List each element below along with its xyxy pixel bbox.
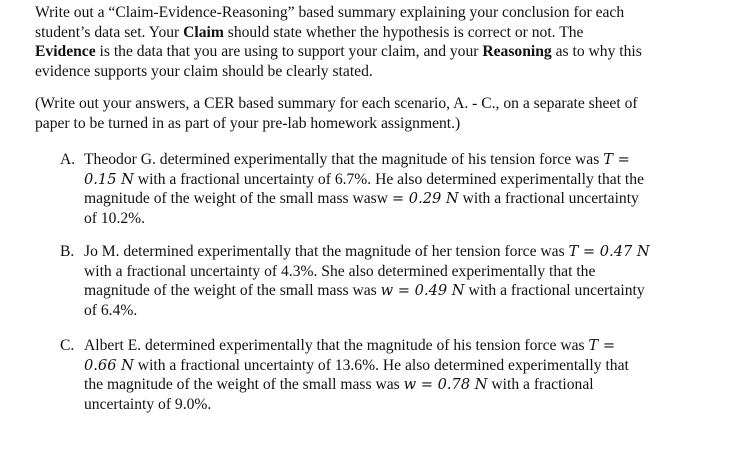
text-run: student’s data set. Your [35, 23, 184, 41]
text-run: as to why this [551, 43, 642, 61]
note-line-2: paper to be turned in as part of your pre-lab homework assignment.) [35, 114, 461, 132]
homework-note-paragraph [35, 94, 725, 133]
text-run: with a fractional uncertainty [458, 190, 639, 208]
text-run: should state whether the hypothesis is correct or not. The [223, 23, 584, 41]
text-run: the magnitude of the weight of the small mass was [84, 376, 404, 394]
scenario-c-line-3 [84, 375, 724, 395]
scenario-a-line-2 [84, 170, 724, 190]
scenario-c-text [84, 336, 724, 414]
scenario-a-line-4: of 10.2%. [84, 209, 146, 227]
math-expression: w = 0.49 N [380, 282, 465, 300]
evidence-term: Evidence [35, 43, 96, 61]
math-expression: T = [588, 337, 616, 354]
scenario-c-line-4: uncertainty of 9.0%. [84, 395, 212, 413]
math-expression: T = [603, 151, 630, 168]
scenario-a-letter: A. [60, 151, 76, 168]
math-expression: w = 0.78 N [403, 376, 488, 394]
math-expression: = 0.29 N [391, 190, 459, 208]
note-line-1: (Write out your answers, a CER based summary for each scenario, A. - C., on a separate sheet of [35, 95, 638, 112]
scenario-b-line-3 [84, 281, 724, 301]
scenario-a-text [84, 150, 724, 228]
scenario-c-line-2 [84, 356, 724, 376]
scenario-b-line-1 [84, 242, 724, 262]
scenario-b-text [84, 242, 724, 320]
text-run: magnitude of the weight of the small mass was [84, 282, 381, 300]
scenario-b-letter: B. [60, 243, 75, 260]
text-run: with a fractional uncertainty of 13.6%. He also determined experimentally that [133, 356, 629, 374]
text-run: Albert E. determined experimentally that the magnitude of his tension force was [84, 337, 589, 354]
scenario-b-line-2: with a fractional uncertainty of 4.3%. She also determined experimentally that the [84, 262, 596, 280]
text-run: with a fractional uncertainty [464, 282, 645, 300]
instructions-paragraph [35, 3, 725, 81]
text-run: with a fractional [487, 376, 594, 394]
reasoning-term: Reasoning [482, 43, 552, 61]
math-expression: T = 0.47 N [568, 243, 650, 260]
instructions-line-4: evidence supports your claim should be clearly stated. [35, 62, 373, 80]
scenario-c-line-1 [84, 336, 724, 356]
text-run: Theodor G. determined experimentally that the magnitude of his tension force was [84, 151, 604, 168]
scenario-b-line-4: of 6.4%. [84, 301, 138, 319]
text-run: Jo M. determined experimentally that the magnitude of her tension force was [84, 243, 569, 260]
text-run: magnitude of the weight of the small mass wasw [84, 190, 392, 208]
instructions-line-1: Write out a “Claim-Evidence-Reasoning” based summary explaining your conclusion for each [35, 4, 625, 21]
text-run: with a fractional uncertainty of 6.7%. He also determined experimentally that the [133, 170, 644, 188]
text-run: is the data that you are using to support your claim, and your [95, 43, 483, 61]
scenario-c-letter: C. [60, 337, 75, 354]
math-expression: 0.66 N [84, 356, 134, 374]
scenario-a-line-3 [84, 189, 724, 209]
instructions-line-2 [35, 23, 725, 43]
scenario-a-line-1 [84, 150, 724, 170]
math-expression: 0.15 N [84, 170, 134, 188]
instructions-line-3 [35, 42, 725, 62]
claim-term: Claim [183, 23, 224, 41]
